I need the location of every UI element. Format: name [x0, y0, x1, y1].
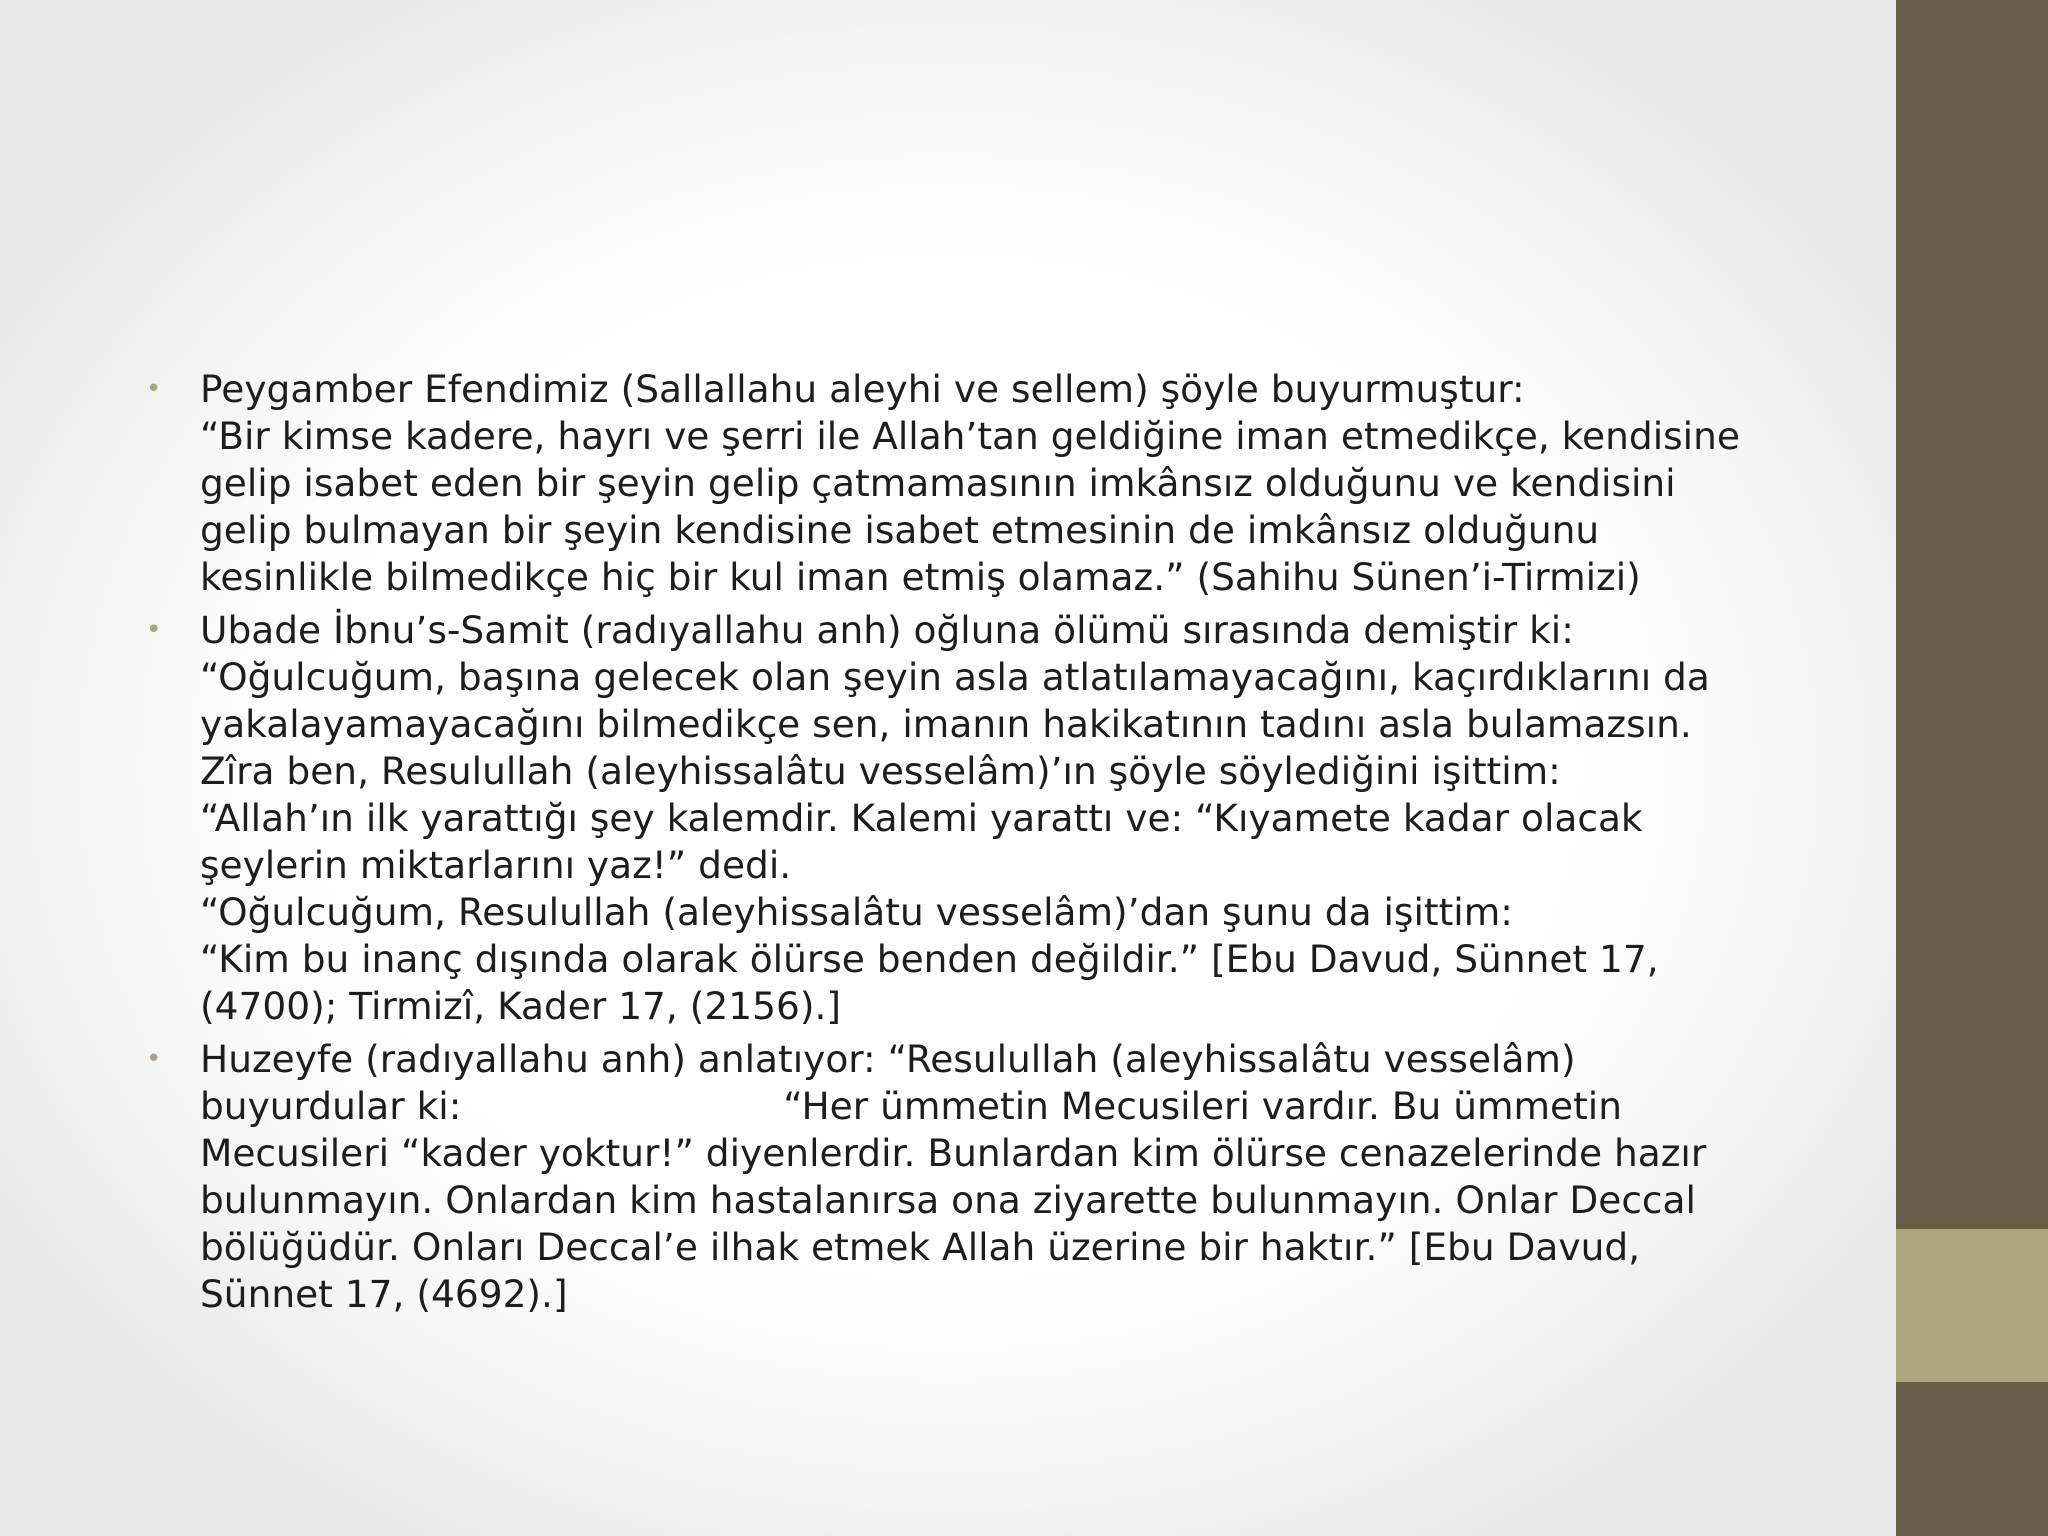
bullet-dot-icon: • [146, 1044, 162, 1074]
bullet-item-2 [146, 607, 1846, 1030]
sidebar-segment-bottom [1896, 1382, 2048, 1536]
bullet-list [146, 366, 1846, 1318]
text-line: Zîra ben, Resulullah (aleyhissalâtu vesselâm)’ın şöyle söylediğini işittim: [200, 749, 1561, 793]
text-line: şeylerin miktarlarını yaz!” dedi. [200, 843, 792, 887]
text-line: (4700); Tirmizî, Kader 17, (2156).] [200, 984, 841, 1028]
slide-body [146, 366, 1846, 1324]
text-line: “Allah’ın ilk yarattığı şey kalemdir. Kalemi yarattı ve: “Kıyamete kadar olacak [200, 796, 1643, 840]
sidebar-segment-top [1896, 0, 2048, 1229]
sidebar-segment-middle [1896, 1229, 2048, 1382]
bullet-item-3 [146, 1036, 1846, 1318]
text-line: Ubade İbnu’s-Samit (radıyallahu anh) oğluna ölümü sırasında demiştir ki: [200, 608, 1574, 652]
text-line: Mecusileri “kader yoktur!” diyenlerdir. Bunlardan kim ölürse cenazelerinde hazır [200, 1131, 1707, 1175]
text-line: “Oğulcuğum, başına gelecek olan şeyin asla atlatılamayacağını, kaçırdıklarını da [200, 655, 1710, 699]
text-line: Peygamber Efendimiz (Sallallahu aleyhi ve sellem) şöyle buyurmuştur: [200, 367, 1525, 411]
text-line: gelip bulmayan bir şeyin kendisine isabet etmesinin de imkânsız olduğunu [200, 508, 1600, 552]
text-line: buyurdular ki: “Her ümmetin Mecusileri vardır. Bu ümmetin [200, 1084, 1622, 1128]
text-line: gelip isabet eden bir şeyin gelip çatmamasının imkânsız olduğunu ve kendisini [200, 461, 1676, 505]
text-line: Huzeyfe (radıyallahu anh) anlatıyor: “Resulullah (aleyhissalâtu vesselâm) [200, 1037, 1576, 1081]
bullet-item-1 [146, 366, 1846, 601]
text-line: yakalayamayacağını bilmedikçe sen, imanın hakikatının tadını asla bulamazsın. [200, 702, 1692, 746]
text-line: kesinlikle bilmedikçe hiç bir kul iman etmiş olamaz.” (Sahihu Sünen’i-Tirmizi) [200, 555, 1641, 599]
bullet-dot-icon: • [146, 374, 162, 404]
text-line: Sünnet 17, (4692).] [200, 1272, 568, 1316]
text-line: “Kim bu inanç dışında olarak ölürse benden değildir.” [Ebu Davud, Sünnet 17, [200, 937, 1659, 981]
bullet-dot-icon: • [146, 615, 162, 645]
text-line: bulunmayın. Onlardan kim hastalanırsa ona ziyarette bulunmayın. Onlar Deccal [200, 1178, 1696, 1222]
decorative-sidebar [1896, 0, 2048, 1536]
text-line: “Oğulcuğum, Resulullah (aleyhissalâtu vesselâm)’dan şunu da işittim: [200, 890, 1513, 934]
text-line: bölüğüdür. Onları Deccal’e ilhak etmek Allah üzerine bir haktır.” [Ebu Davud, [200, 1225, 1641, 1269]
text-line: “Bir kimse kadere, hayrı ve şerri ile Allah’tan geldiğine iman etmedikçe, kendisine [200, 414, 1740, 458]
